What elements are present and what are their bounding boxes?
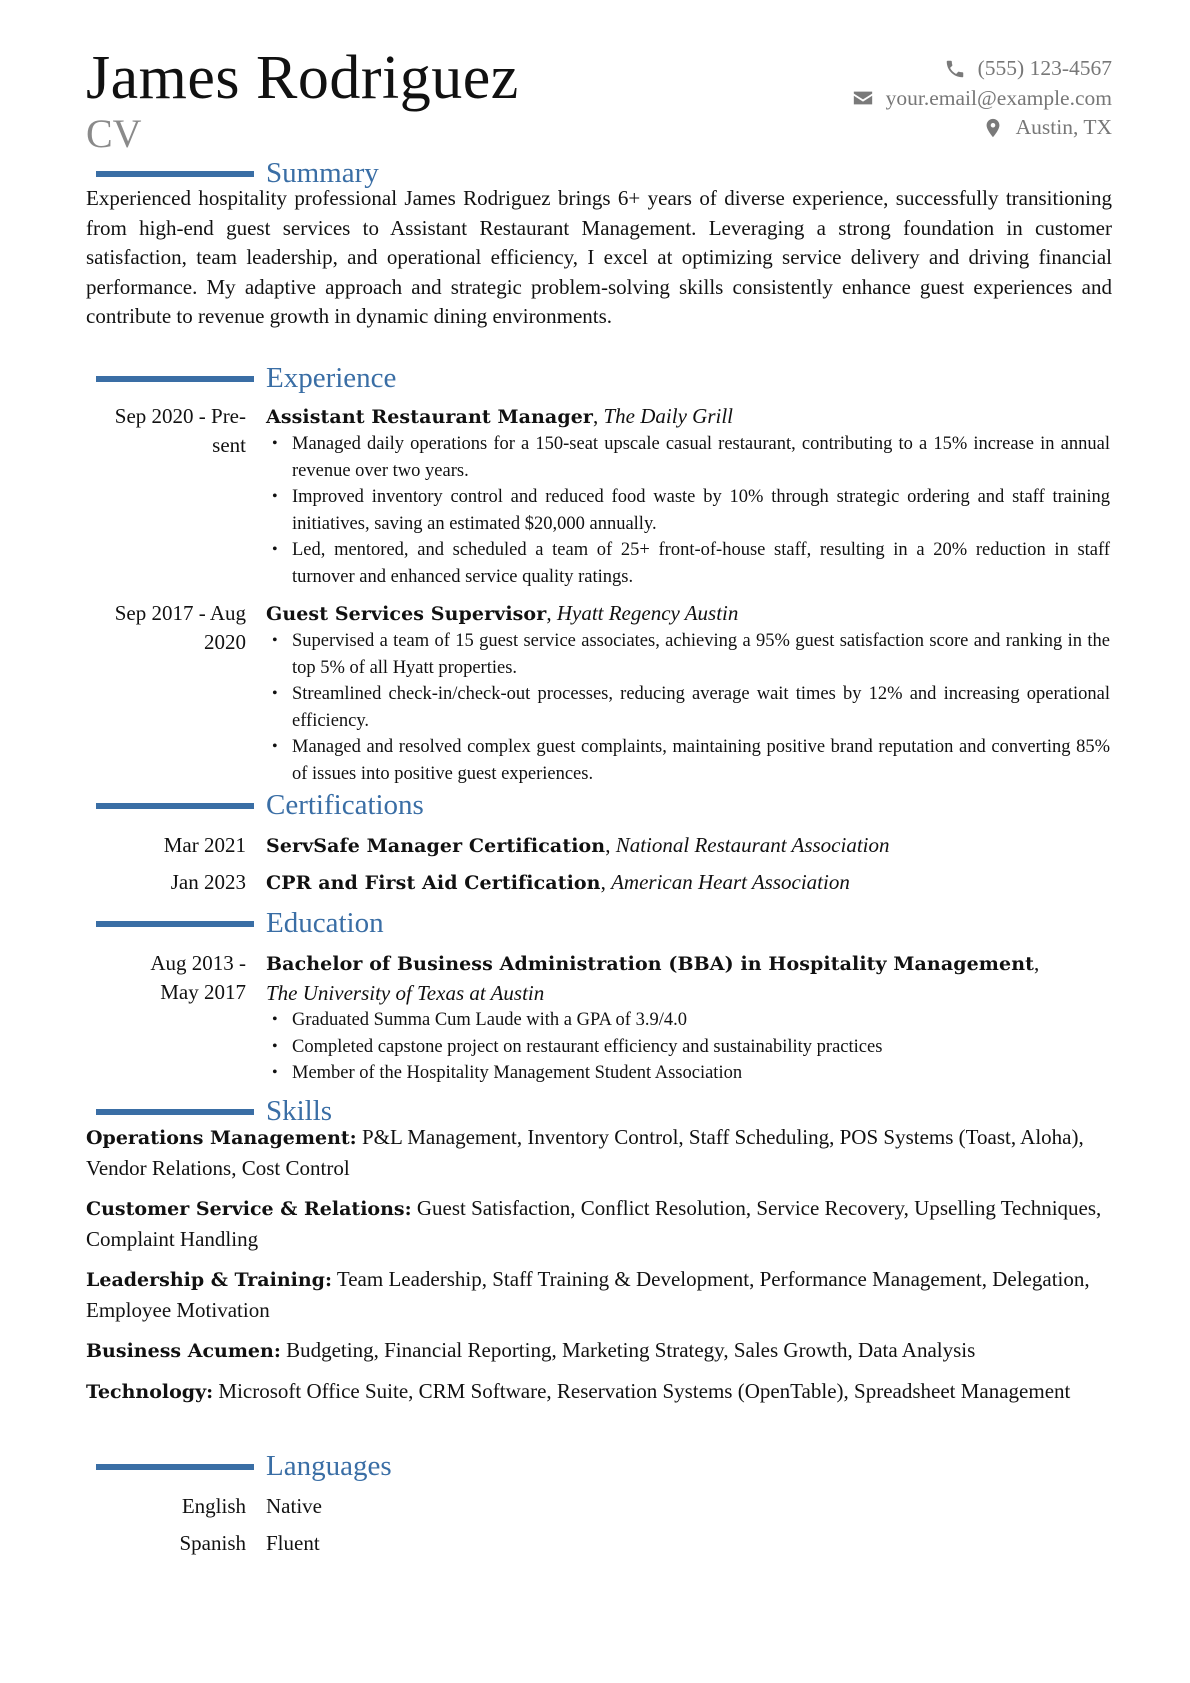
language-level: Fluent <box>266 1531 320 1555</box>
cert-date: Mar 2021 <box>163 833 246 857</box>
section-header-certifications <box>96 787 996 823</box>
cert-line: ServSafe Manager Certification, National Restaurant Association <box>266 833 890 857</box>
email-link[interactable]: your.email@example.com <box>885 85 1112 110</box>
skill-label: Technology: <box>86 1381 214 1403</box>
section-rule <box>96 921 254 927</box>
language-name: Spanish <box>179 1531 246 1555</box>
cert-line: CPR and First Aid Certification, American Heart Association <box>266 870 850 894</box>
location-text: Austin, TX <box>1015 115 1112 140</box>
skill-group <box>86 1194 1112 1254</box>
contact-location <box>852 113 1112 143</box>
job-role: Guest Services Supervisor <box>266 603 547 625</box>
envelope-icon <box>852 87 874 109</box>
section-title: Skills <box>266 1095 333 1127</box>
section-header-education <box>96 905 996 941</box>
cert-name: ServSafe Manager Certification <box>266 835 606 857</box>
list-item: • Improved inventory control and reduced food waste by 10% through strategic ordering and staff training initiatives, saving an estimated $20,000 annually. <box>270 484 1110 537</box>
list-item: • Managed and resolved complex guest complaints, maintaining positive brand reputation and converting 85% of issues into positive guest experiences. <box>270 734 1110 787</box>
skill-text: Guest Satisfaction, Conflict Resolution, Service Recovery, Upselling Techniques, Complaint Handling <box>86 1196 1102 1251</box>
job-date-line: 2020 <box>204 630 246 654</box>
contact-email <box>852 84 1112 114</box>
language-level: Native <box>266 1494 322 1518</box>
education-title-line: Bachelor of Business Administration (BBA) in Hospitality Management, The University of Texas at Austin <box>266 951 1040 1005</box>
education-date-line: May 2017 <box>160 980 246 1004</box>
skill-label: Operations Management: <box>86 1127 357 1149</box>
degree-name: Bachelor of Business Administration (BBA) in Hospitality Management <box>266 953 1034 975</box>
job-title-line: Assistant Restaurant Manager, The Daily Grill <box>266 404 733 428</box>
list-item: • Graduated Summa Cum Laude with a GPA of 3.9/4.0 <box>270 1007 1110 1034</box>
job-date-line: sent <box>212 433 246 457</box>
job-date <box>86 402 246 460</box>
job-org: Hyatt Regency Austin <box>556 601 739 625</box>
phone-text: (555) 123-4567 <box>977 56 1112 81</box>
job-date <box>86 599 246 657</box>
summary-text: Experienced hospitality professional James Rodriguez brings 6+ years of diverse experience, successfully transitioning from high-end guest services to Assistant Restaurant Management. Leveraging a strong foundation in customer satisfaction, team leadership, and operational efficiency, I excel at optimizing service delivery and driving financial performance. My adaptive approach and strategic problem-solving skills consistently enhance guest experiences and contribute to revenue growth in dynamic dining environments. <box>86 186 1112 328</box>
cert-name: CPR and First Aid Certification <box>266 872 601 894</box>
job-org: The Daily Grill <box>603 404 733 428</box>
language-name: English <box>181 1494 246 1518</box>
cert-date: Jan 2023 <box>170 870 246 894</box>
map-pin-icon <box>982 117 1004 139</box>
list-item: • Member of the Hospitality Management Student Association <box>270 1060 1110 1087</box>
school-name: The University of Texas at Austin <box>266 981 545 1005</box>
education-bullets <box>270 1007 1110 1087</box>
list-item: • Managed daily operations for a 150-seat upscale casual restaurant, contributing to a 15% increase in annual revenue over two years. <box>270 431 1110 484</box>
section-header-languages <box>96 1448 996 1484</box>
skill-text: P&L Management, Inventory Control, Staff Scheduling, POS Systems (Toast, Aloha), Vendor Relations, Cost Control <box>86 1125 1084 1180</box>
skill-group <box>86 1265 1112 1325</box>
section-rule <box>96 1464 254 1470</box>
education-date <box>86 949 246 1007</box>
section-title: Experience <box>266 362 397 394</box>
phone-icon <box>944 58 966 80</box>
skill-text: Microsoft Office Suite, CRM Software, Reservation Systems (OpenTable), Spreadsheet Management <box>218 1379 1071 1403</box>
section-title: Education <box>266 907 384 939</box>
section-rule <box>96 171 254 177</box>
skill-label: Business Acumen: <box>86 1340 281 1362</box>
skill-text: Team Leadership, Staff Training & Development, Performance Management, Delegation, Employee Motivation <box>86 1267 1090 1322</box>
contact-phone <box>852 54 1112 84</box>
skill-group <box>86 1336 1112 1367</box>
contact-block <box>852 54 1112 143</box>
section-rule <box>96 1109 254 1115</box>
skill-label: Leadership & Training: <box>86 1269 332 1291</box>
cert-org: American Heart Association <box>611 870 850 894</box>
section-header-experience <box>96 360 996 396</box>
job-date-line: Sep 2017 - Aug <box>114 601 246 625</box>
section-title: Languages <box>266 1450 392 1482</box>
document-type: CV <box>86 111 142 156</box>
section-rule <box>96 376 254 382</box>
list-item: • Streamlined check-in/check-out processes, reducing average wait times by 12% and increasing operational efficiency. <box>270 681 1110 734</box>
list-item: • Led, mentored, and scheduled a team of 25+ front-of-house staff, resulting in a 20% reduction in staff turnover and enhanced service quality ratings. <box>270 537 1110 590</box>
job-date-line: Sep 2020 - Pre- <box>114 404 246 428</box>
job-bullets <box>270 431 1110 590</box>
education-date-line: Aug 2013 - <box>150 951 246 975</box>
list-item: • Supervised a team of 15 guest service associates, achieving a 95% guest satisfaction score and ranking in the top 5% of all Hyatt properties. <box>270 628 1110 681</box>
cert-org: National Restaurant Association <box>615 833 890 857</box>
skill-text: Budgeting, Financial Reporting, Marketing Strategy, Sales Growth, Data Analysis <box>286 1338 976 1362</box>
list-item: • Completed capstone project on restaurant efficiency and sustainability practices <box>270 1034 1110 1061</box>
job-bullets <box>270 628 1110 787</box>
candidate-name: James Rodriguez <box>86 44 519 112</box>
section-title: Certifications <box>266 789 424 821</box>
job-title-line: Guest Services Supervisor, Hyatt Regency Austin <box>266 601 739 625</box>
skill-label: Customer Service & Relations: <box>86 1198 412 1220</box>
section-rule <box>96 803 254 809</box>
skill-group <box>86 1377 1112 1408</box>
section-title: Summary <box>266 157 379 189</box>
job-role: Assistant Restaurant Manager <box>266 406 593 428</box>
skill-group <box>86 1123 1112 1183</box>
